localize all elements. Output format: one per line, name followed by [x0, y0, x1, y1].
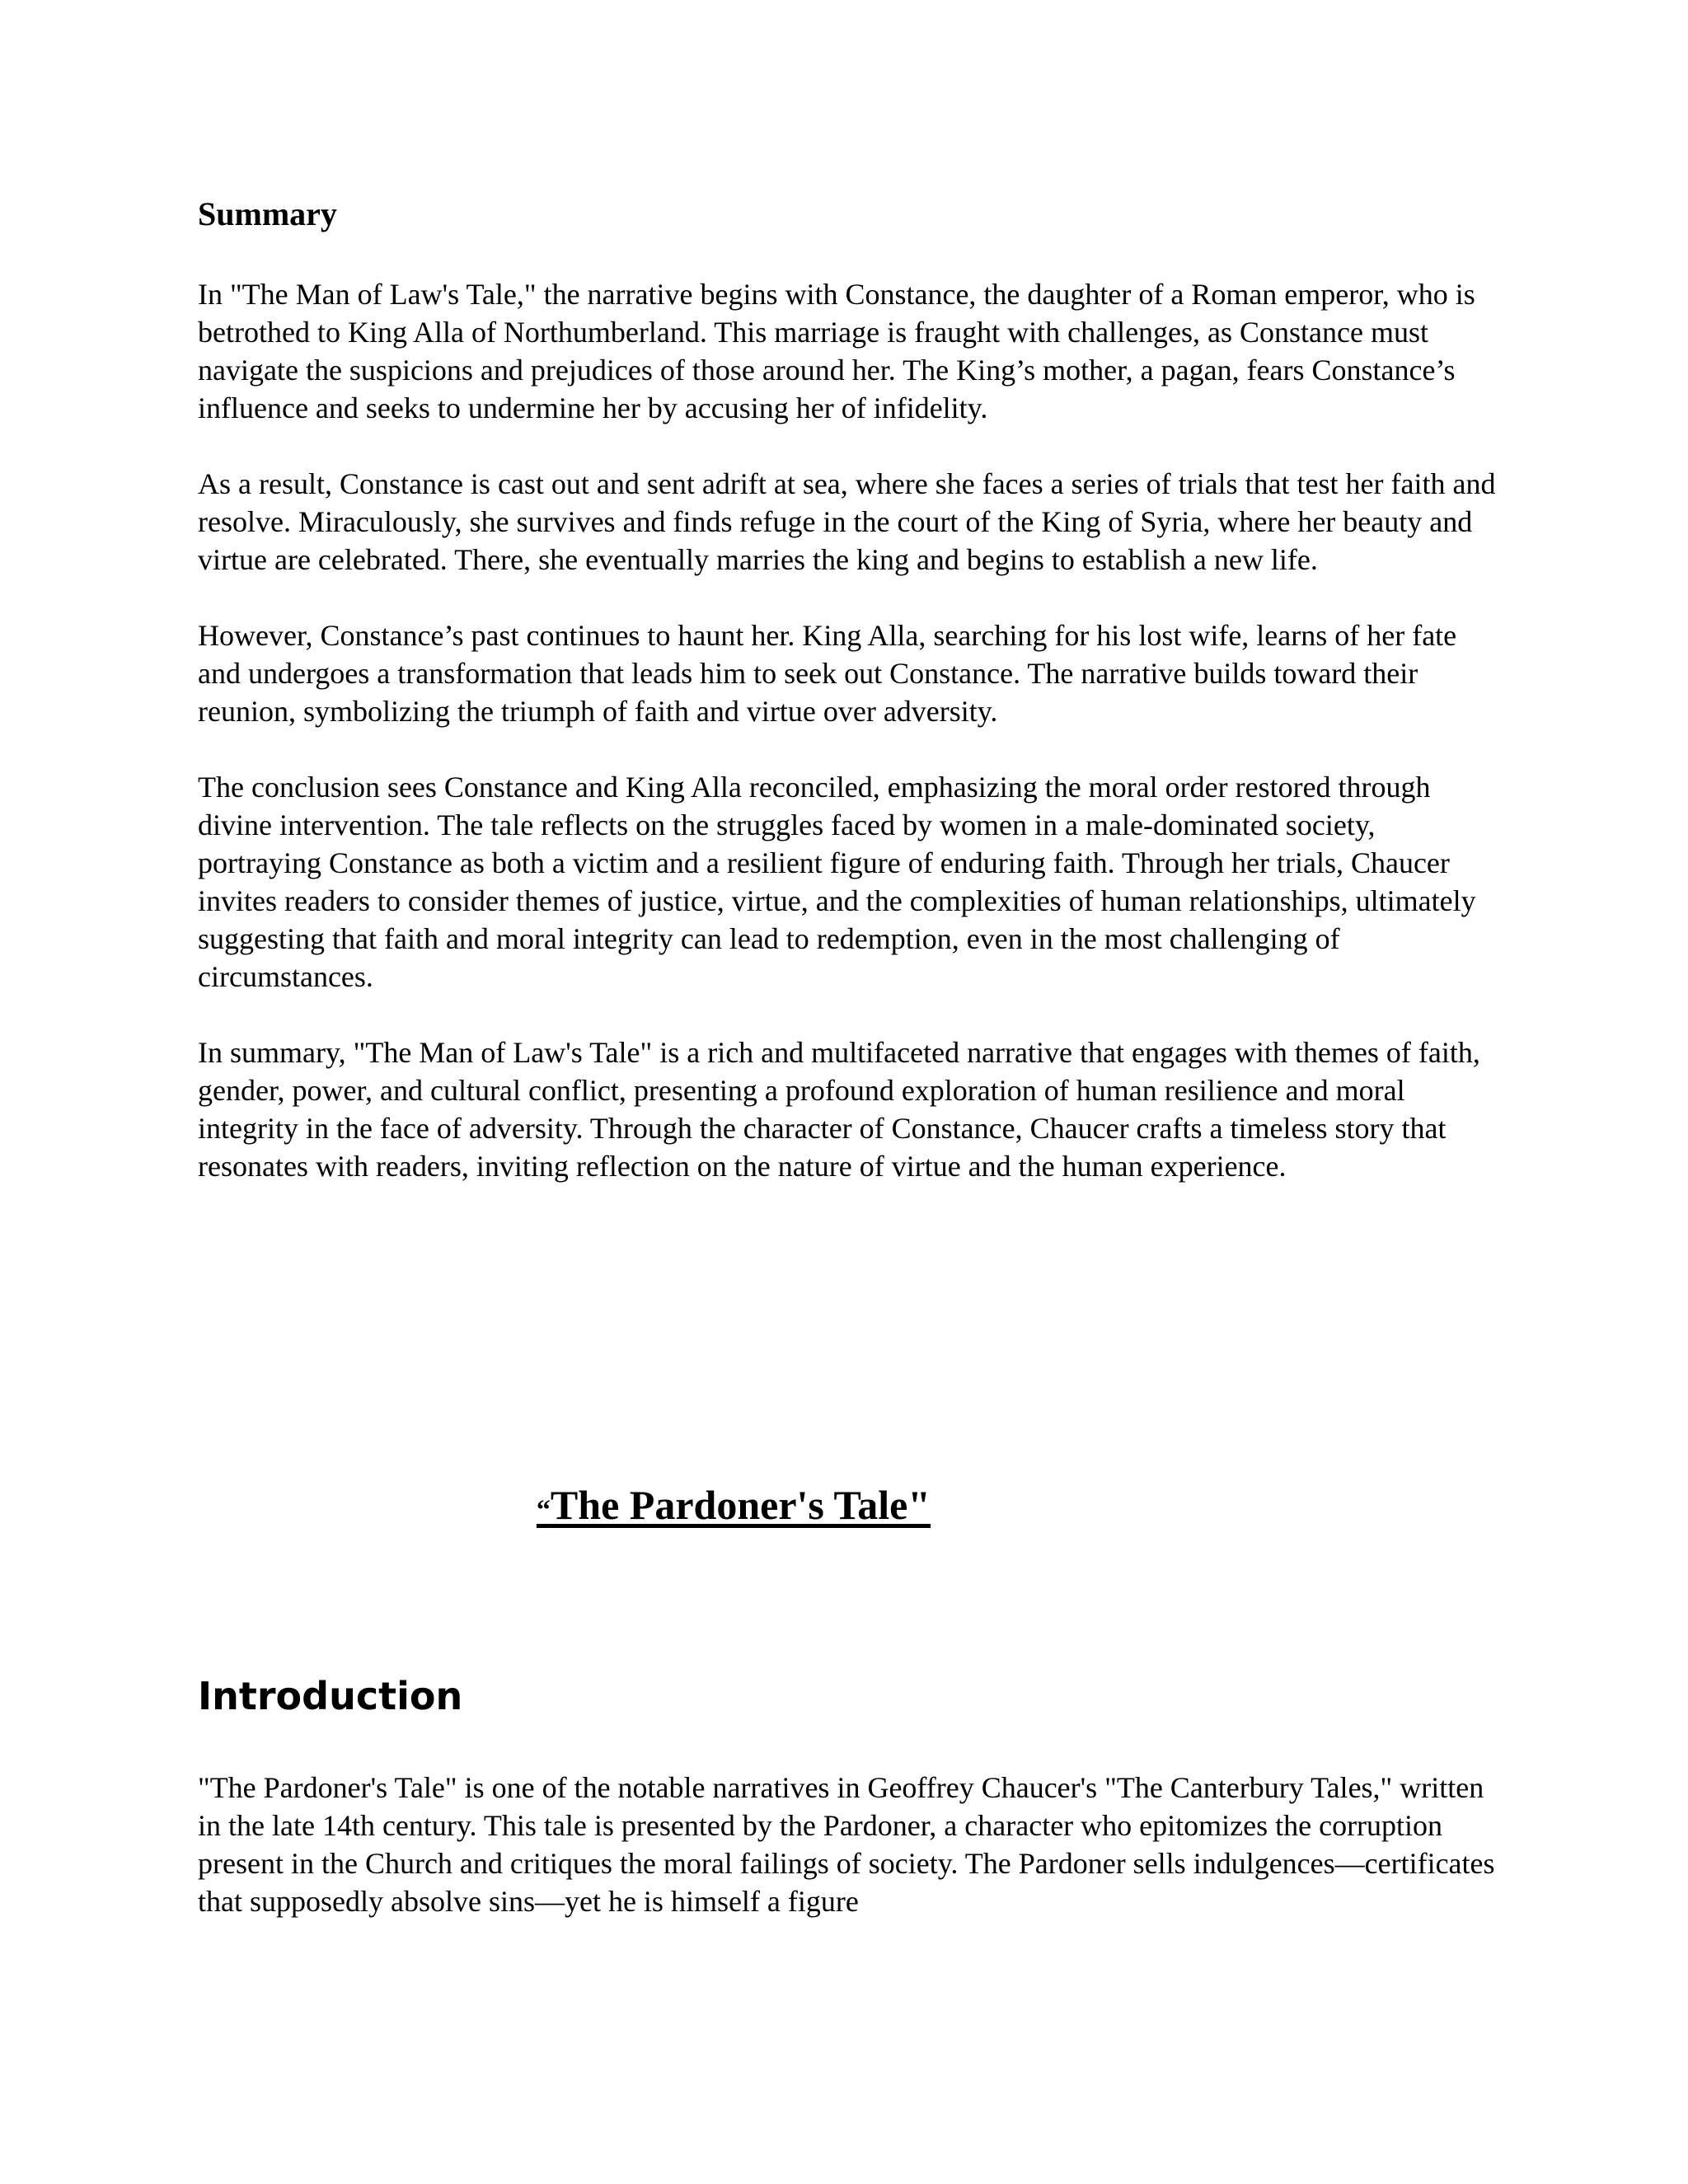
summary-paragraph-5: In summary, "The Man of Law's Tale" is a rich and multifaceted narrative that engages with themes of faith, gender, power, and cultural conflict, presenting a profound exploration of human resilience and moral integrity in the face of adversity. Through the character of Constance, Chaucer crafts a timeless story that resonates with readers, inviting reflection on the nature of virtue and the human experience. — [198, 1036, 1480, 1183]
summary-paragraph-4: The conclusion sees Constance and King Alla reconciled, emphasizing the moral order restored through divine intervention. The tale reflects on the struggles faced by women in a male-dominated society, portraying Constance as both a victim and a resilient figure of enduring faith. Through her trials, Chaucer invites readers to consider themes of justice, virtue, and the complexities of human relationships, ultimately suggesting that faith and moral integrity can lead to redemption, even in the most challenging of circumstances. — [198, 771, 1476, 993]
summary-heading: Summary — [198, 195, 337, 232]
summary-paragraph-3: However, Constance’s past continues to haunt her. King Alla, searching for his lost wife, learns of her fate and undergoes a transformation that leads him to seek out Constance. The narrative builds toward their reunion, symbolizing the triumph of faith and virtue over adversity. — [198, 619, 1457, 728]
summary-paragraph-1: In "The Man of Law's Tale," the narrative begins with Constance, the daughter of a Roman emperor, who is betrothed to King Alla of Northumberland. This marriage is fraught with challenges, as Constance must navigate the suspicions and prejudices of those around her. The King’s mother, a pagan, fears Constance’s influence and seeks to undermine her by accusing her of infidelity. — [198, 278, 1475, 424]
tale-title-open-quote: “ — [536, 1495, 551, 1526]
introduction-paragraph: "The Pardoner's Tale" is one of the notable narratives in Geoffrey Chaucer's "The Canterbury Tales," written in the late 14th century. This tale is presented by the Pardoner, a character who epitomizes the corruption present in the Church and critiques the moral failings of society. The Pardoner sells indulgences—certificates that supposedly absolve sins—yet he is himself a figure — [198, 1771, 1495, 1918]
summary-paragraph-2: As a result, Constance is cast out and sent adrift at sea, where she faces a series of trials that test her faith and resolve. Miraculously, she survives and finds refuge in the court of the King of Syria, where her beauty and virtue are celebrated. There, she eventually marries the king and begins to establish a new life. — [198, 467, 1496, 576]
tale-title — [198, 1480, 1269, 1530]
page-content — [198, 194, 1504, 1918]
tale-title-text: The Pardoner's Tale" — [550, 1482, 931, 1528]
introduction-heading: Introduction — [198, 1674, 463, 1718]
